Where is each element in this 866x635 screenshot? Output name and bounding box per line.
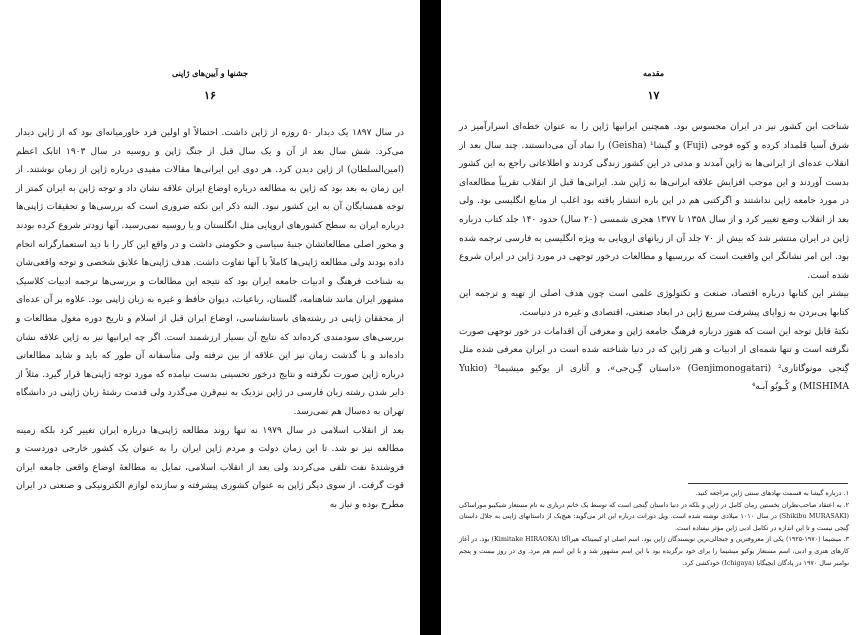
footnotes: [459, 488, 849, 569]
right-page: [441, 0, 866, 635]
footnote-2: ۲. به اعتقاد صاحب‌نظران نخستین رمان کامل در ژاپن و بلکه در دنیا داستان گِنجی است که توسط یک خانم درباری به نام مستعار شیکیبو موراساکی (Shikibu MURASAKI) در سال ۱۰۱۰ میلادی نوشته شده است. ویل دورانت درباره این اثر می‌گوید: هیچ‌یک از داستانهای ژاپنی به جلال داستان گِنجی نیست و تا این اندازه در تکامل ادبی ژاپن مؤثر نیفتاده است.: [459, 500, 850, 532]
right-paragraph-1: شناخت این کشور نیز در ایران محسوس بود. همچنین ایرانیها ژاپن را به عنوان خطه‌ای اسرارآمیز در شرق آسیا قلمداد کرده و کوه فوجی (Fuji) و گیشا¹ (Geisha) را نماد آن می‌دانستند. چند سال بعد از انقلاب عده‌ای از ایرانی‌ها به ژاپن آمدند و مدتی در این کشور زندگی کردند و اطلاعاتی راجع به این کشور بدست آوردند و این موجب افزایش علاقه ایرانی‌ها به ژاپن شد. ایرانی‌ها قبل از انقلاب تقریباً مطالعه‌ای در مورد جامعه ژاپن نداشتند و اگرکتبی هم در این باره انتشار یافته بود اغلب از منابع انگلیسی بود. ولی بعد از انقلاب وضع تغییر کرد و از سال ۱۳۵۸ تا ۱۳۷۷ هجری شمسی (۲۰ سال) حدود ۱۴۰ جلد کتاب درباره ژاپن در ایران منتشر شد که بیش از ۷۰ جلد آن از زبانهای اروپایی به ویژه انگلیسی به فارسی ترجمه شده بود. این امر نشانگر این واقعیت است که بررسیها و مطالعات درخور توجهی در مورد ژاپن در ایران شروع شده است.: [459, 122, 850, 281]
footnote-1: ۱. درباره گیشا به قسمت نهادهای سنتی ژاپن مراجعه کنید.: [695, 489, 849, 497]
left-page-body: [16, 124, 404, 514]
left-page-header: جشنها و آیین‌های ژاپنی: [171, 68, 249, 78]
left-paragraph-2: بعد از انقلاب اسلامی در سال ۱۹۷۹ نه تنها روند مطالعه ژاپنی‌ها درباره ایران تغییر کرد بلکه زمینه مطالعه نیز نو شد. تا این زمان دولت و مردم ژاپن ایران را به عنوان یک کشور خارجی دوردست و فروشندهٔ نفت تلقی می‌کردند ولی بعد از انقلاب اسلامی، تمایل به مطالعهٔ اوضاع واقعی جامعه ایران قوت گرفت. از سوی دیگر ژاپن به عنوان کشوری پیشرفته و سازنده لوازم الکترونیکی و صنعتی در ایران مطرح بوده و نیاز به: [16, 425, 404, 510]
right-page-header: مقدمه: [642, 68, 665, 78]
footnote-separator: [688, 483, 848, 484]
right-page-number: ۱۷: [647, 89, 660, 102]
book-gutter: [420, 0, 441, 635]
left-paragraph-1: در سال ۱۸۹۷ یک دیدار ۵۰ روزه از ژاپن داشت. احتمالاً او اولین فرد خاورمیانه‌ای بود که از ژاپن دیدار می‌کرد. شش سال بعد از آن و یک سال قبل از جنگ ژاپن و روسیه در سال ۱۹۰۳ اتابک اعظم (امین‌السلطان) از ژاپن دیدن کرد. هر دوی این ایرانی‌ها مقالات مفیدی درباره ژاپن از زمان نوشتند. از این زمان به بعد بود که ژاپن به مطالعه درباره اوضاع ایران علاقه نشان داد و توجه ژاپن به ایران کمتر از توجه همسایگان آن به این کشور نبود. البته ذکر این نکته ضروری است که بررسی‌ها و تحقیقات ژاپنی‌ها درباره ایران به سطح کشورهای اروپایی مثل انگلستان و یا روسیه نمی‌رسید. آنها زودتر شروع کرده بودند و محور اصلی مطالعاتشان جنبهٔ سیاسی و حکومتی داشت و در واقع این کار را با دید استعمارگرانه انجام داده بودند ولی مطالعه ژاپنی‌ها کاملاً با آنها تفاوت داشت. هدف ژاپنی‌ها علایق شخصی و توجه واقعی‌شان به شناخت فرهنگ و ادبیات جامعه ایران بود که نتیجه این مطالعات و بررسی‌ها ترجمه ادبیات کلاسیک مشهور ایران مانند شاهنامه، گلستان، رباعیات، دیوان حافظ و غیره به زبان ژاپنی بود. علاوه بر آن عده‌ای از محققان ژاپنی در رشته‌های باستانشناسی، اوضاع ایران قبل از اسلام و تاریخ دوره مغول مطالعات و بررسی‌های سودمندی کرده‌اند که نتایج آن بسیار ارزشمند است. اگر چه ایرانیها نیز به ژاپن علاقه نشان داده‌اند و با گذشت زمان نیز این علاقه از بین نرفته ولی متأسفانه آن طور که باید و شاید مطالعاتی درباره ژاپن صورت نگرفته و نتایج درخور تحسینی بدست نیامده که مورد توجه ژاپنی‌ها قرار گیرد. مثلاً از دایر شدن رشته زبان فارسی در ژاپن نزدیک به نیم‌قرن می‌گذرد ولی قدمت رشتهٔ زبان ژاپنی در دانشگاه تهران به ده‌سال هم نمی‌رسد.: [16, 128, 405, 417]
footnote-3: ۳. میشیما (۱۹۷۰-۱۹۲۵) یکی از معروفترین و جنجالی‌ترین نویسندگان ژاپن بود. اسم اصلی او کیمیتاکه هیراآکا (Kimitake HIRAOKA) بود. در آغاز کارهای هنری و ادبی، اسم مستعار یوکیو میشیما را برای خود برگزیده بود با این اسم مشهور شد و با این اسم هم مرد. وی در روز بیست و پنجم نوامبر سال ۱۹۷۰ در پادگان ایچیگایا (Ichigaya) خودکشی کرد.: [459, 535, 849, 567]
left-page: [0, 0, 420, 635]
right-paragraph-3: نکتهٔ قابل توجه این است که هنوز درباره فرهنگ جامعه ژاپن و معرفی آن اقدامات در خور توجهی صورت نگرفته است و تنها شمه‌ای از ادبیات و هنر ژاپن که در دنیا شناخته شده است در ایران معرفی شده مثل گِنجی مونوگاتاری² (Genjimonogatari) «داستان گِـن‌جی»، و آثاری از یوکیو میشیما³ (Yukio MISHIMA) و کُـوبُو آبـه⁴: [459, 326, 850, 393]
left-page-number: ۱۶: [204, 89, 216, 102]
right-paragraph-2: بیشتر این کتابها درباره اقتصاد، صنعت و تکنولوژی علمی است چون هدف اصلی از تهیه و ترجمه این کتابها پی‌بردن به زوایای پیشرفت سریع ژاپن در ابعاد صنعتی، اقتصادی و غیره در دنیاست.: [459, 289, 849, 318]
right-page-body: [459, 118, 849, 397]
